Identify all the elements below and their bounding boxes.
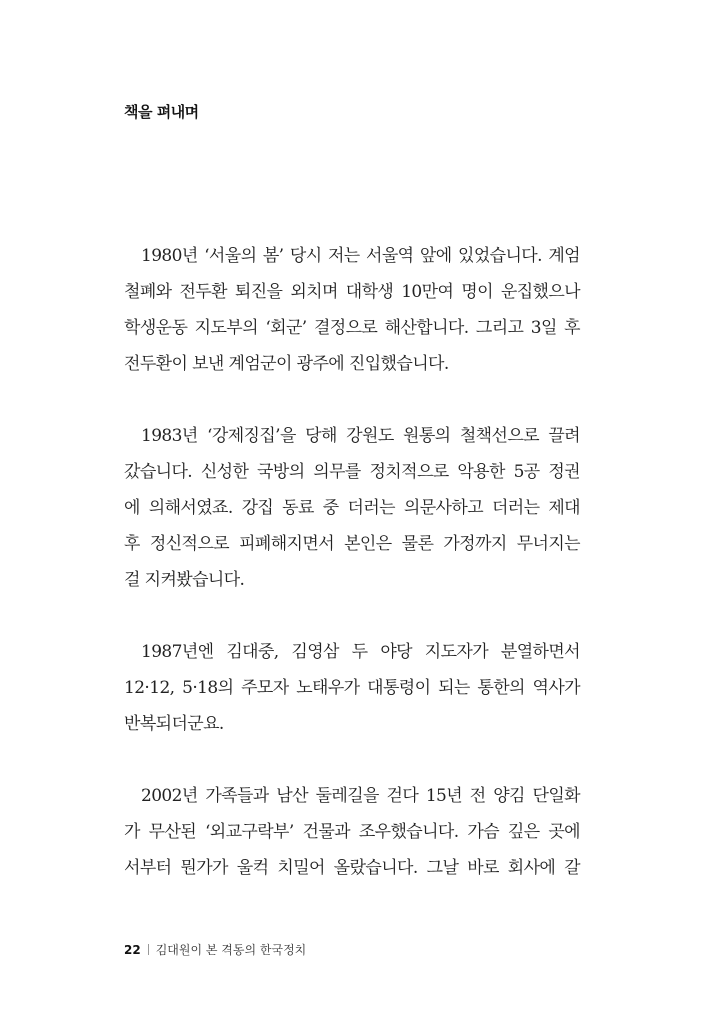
page-number: 22 bbox=[124, 943, 141, 957]
text-line: 12·12, 5·18의 주모자 노태우가 대통령이 되는 통한의 역사가 bbox=[124, 678, 580, 698]
text-line: 1980년 ‘서울의 봄’ 당시 저는 서울역 앞에 있었습니다. 계엄 bbox=[141, 246, 580, 266]
text-line: 철폐와 전두환 퇴진을 외치며 대학생 10만여 명이 운집했으나 bbox=[124, 282, 580, 302]
paragraph bbox=[124, 778, 580, 886]
text-line: 에 의해서였죠. 강집 동료 중 더러는 의문사하고 더러는 제대 bbox=[124, 498, 580, 518]
body-text bbox=[124, 238, 580, 922]
text-line: 걸 지켜봤습니다. bbox=[124, 570, 245, 590]
text-line: 반복되더군요. bbox=[124, 714, 224, 734]
text-line: 1983년 ‘강제징집’을 당해 강원도 원통의 철책선으로 끌려 bbox=[141, 426, 580, 446]
text-line: 1987년엔 김대중, 김영삼 두 야당 지도자가 분열하면서 bbox=[141, 642, 580, 662]
text-line: 서부터 뭔가가 울컥 치밀어 올랐습니다. 그날 바로 회사에 갈 bbox=[124, 858, 580, 878]
paragraph bbox=[124, 238, 580, 382]
page-footer bbox=[124, 941, 306, 958]
footer-divider bbox=[148, 944, 149, 955]
text-line: 2002년 가족들과 남산 둘레길을 걷다 15년 전 양김 단일화 bbox=[141, 786, 580, 806]
paragraph bbox=[124, 418, 580, 598]
text-line: 후 정신적으로 피폐해지면서 본인은 물론 가정까지 무너지는 bbox=[124, 534, 580, 554]
section-title: 책을 펴내며 bbox=[124, 103, 199, 121]
text-line: 학생운동 지도부의 ‘회군’ 결정으로 해산합니다. 그리고 3일 후 bbox=[124, 318, 580, 338]
text-line: 가 무산된 ‘외교구락부’ 건물과 조우했습니다. 가슴 깊은 곳에 bbox=[124, 822, 580, 842]
text-line: 갔습니다. 신성한 국방의 의무를 정치적으로 악용한 5공 정권 bbox=[124, 462, 580, 482]
running-title: 김대원이 본 격동의 한국정치 bbox=[155, 943, 307, 957]
text-line: 전두환이 보낸 계엄군이 광주에 진입했습니다. bbox=[124, 354, 449, 374]
paragraph bbox=[124, 634, 580, 742]
